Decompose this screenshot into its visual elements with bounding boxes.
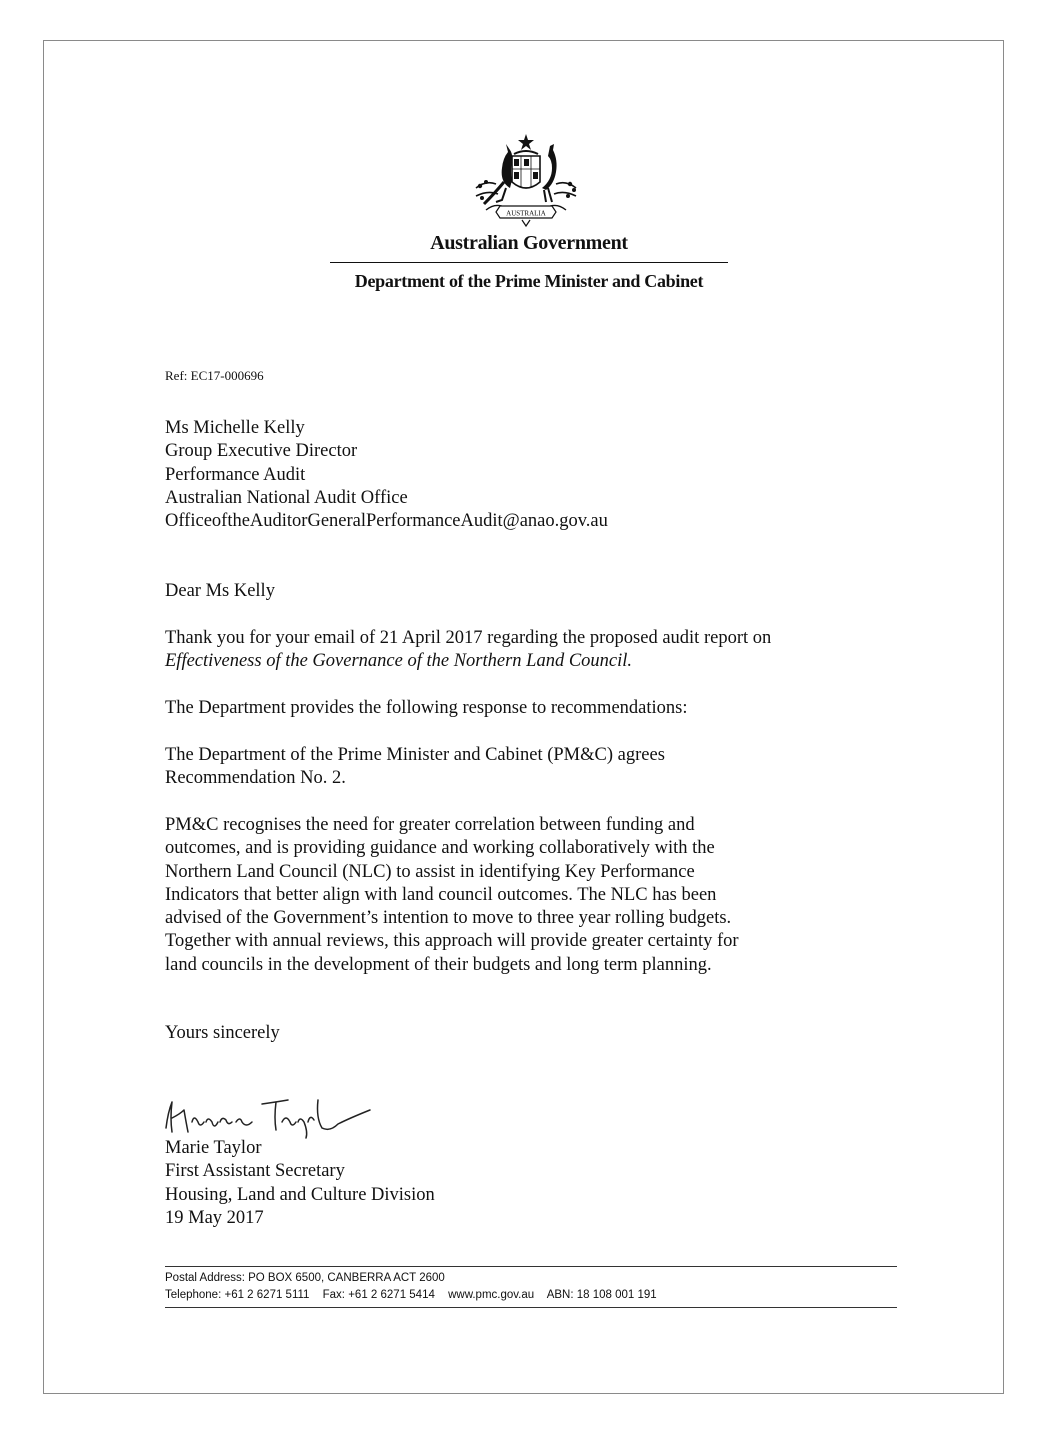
- signature-icon: [158, 1092, 388, 1142]
- footer-divider-bottom: [165, 1307, 897, 1308]
- paragraph-3: [165, 744, 665, 791]
- paragraph-4-line: Together with annual reviews, this approach will provide greater certainty for: [165, 931, 739, 952]
- crest-ribbon-text: AUSTRALIA: [506, 209, 546, 218]
- telephone-label: Telephone:: [165, 1289, 222, 1301]
- paragraph-3-line-2: Recommendation No. 2.: [165, 768, 346, 789]
- fax-label: Fax:: [322, 1289, 346, 1301]
- paragraph-4: [165, 814, 739, 977]
- paragraph-4-line: advised of the Government’s intention to move to three year rolling budgets.: [165, 908, 732, 929]
- report-title: Effectiveness of the Governance of the Northern Land Council.: [165, 651, 633, 672]
- postal-label: Postal Address:: [165, 1272, 245, 1284]
- paragraph-4-line: PM&C recognises the need for greater correlation between funding and: [165, 815, 695, 835]
- salutation: Dear Ms Kelly: [165, 581, 275, 601]
- letterhead-divider: [330, 262, 728, 263]
- paragraph-1: [165, 627, 771, 674]
- reference-number: Ref: EC17-000696: [165, 368, 264, 383]
- recipient-title: Group Executive Director: [165, 441, 358, 462]
- recipient-branch: Performance Audit: [165, 464, 306, 485]
- signatory-position: First Assistant Secretary: [165, 1161, 345, 1182]
- closing: Yours sincerely: [165, 1023, 280, 1043]
- footer-contacts: [165, 1289, 657, 1301]
- coat-of-arms-icon: [466, 132, 586, 230]
- paragraph-4-line: land councils in the development of their budgets and long term planning.: [165, 954, 712, 975]
- recipient-email[interactable]: OfficeoftheAuditorGeneralPerformanceAudit@anao.gov.au: [165, 511, 608, 532]
- department-name: Department of the Prime Minister and Cabinet: [354, 271, 704, 291]
- paragraph-2: The Department provides the following response to recommendations:: [165, 698, 688, 718]
- recipient-organisation: Australian National Audit Office: [165, 487, 408, 508]
- paragraph-4-line: Northern Land Council (NLC) to assist in identifying Key Performance: [165, 861, 695, 882]
- paragraph-1-line-1: Thank you for your email of 21 April 2017 regarding the proposed audit report on: [165, 628, 772, 648]
- abn-label: ABN:: [546, 1289, 574, 1301]
- recipient-address: [165, 417, 608, 533]
- signatory-name: Marie Taylor: [165, 1138, 262, 1158]
- website-link[interactable]: www.pmc.gov.au: [448, 1289, 535, 1301]
- footer-divider-top: [165, 1266, 897, 1267]
- signatory-division: Housing, Land and Culture Division: [165, 1184, 435, 1205]
- abn-number: 18 108 001 191: [576, 1289, 657, 1301]
- letter-date: 19 May 2017: [165, 1207, 264, 1228]
- paragraph-4-line: Indicators that better align with land council outcomes. The NLC has been: [165, 884, 717, 905]
- fax-number: +61 2 6271 5414: [348, 1289, 435, 1301]
- recipient-name: Ms Michelle Kelly: [165, 418, 305, 438]
- paragraph-3-line-1: The Department of the Prime Minister and Cabinet (PM&C) agrees: [165, 745, 665, 765]
- paragraph-4-line: outcomes, and is providing guidance and working collaboratively with the: [165, 838, 715, 859]
- footer-postal: [165, 1272, 445, 1284]
- government-name: Australian Government: [430, 232, 628, 254]
- postal-address: PO BOX 6500, CANBERRA ACT 2600: [248, 1272, 445, 1284]
- signatory-block: [165, 1137, 435, 1230]
- telephone-number: +61 2 6271 5111: [224, 1289, 310, 1301]
